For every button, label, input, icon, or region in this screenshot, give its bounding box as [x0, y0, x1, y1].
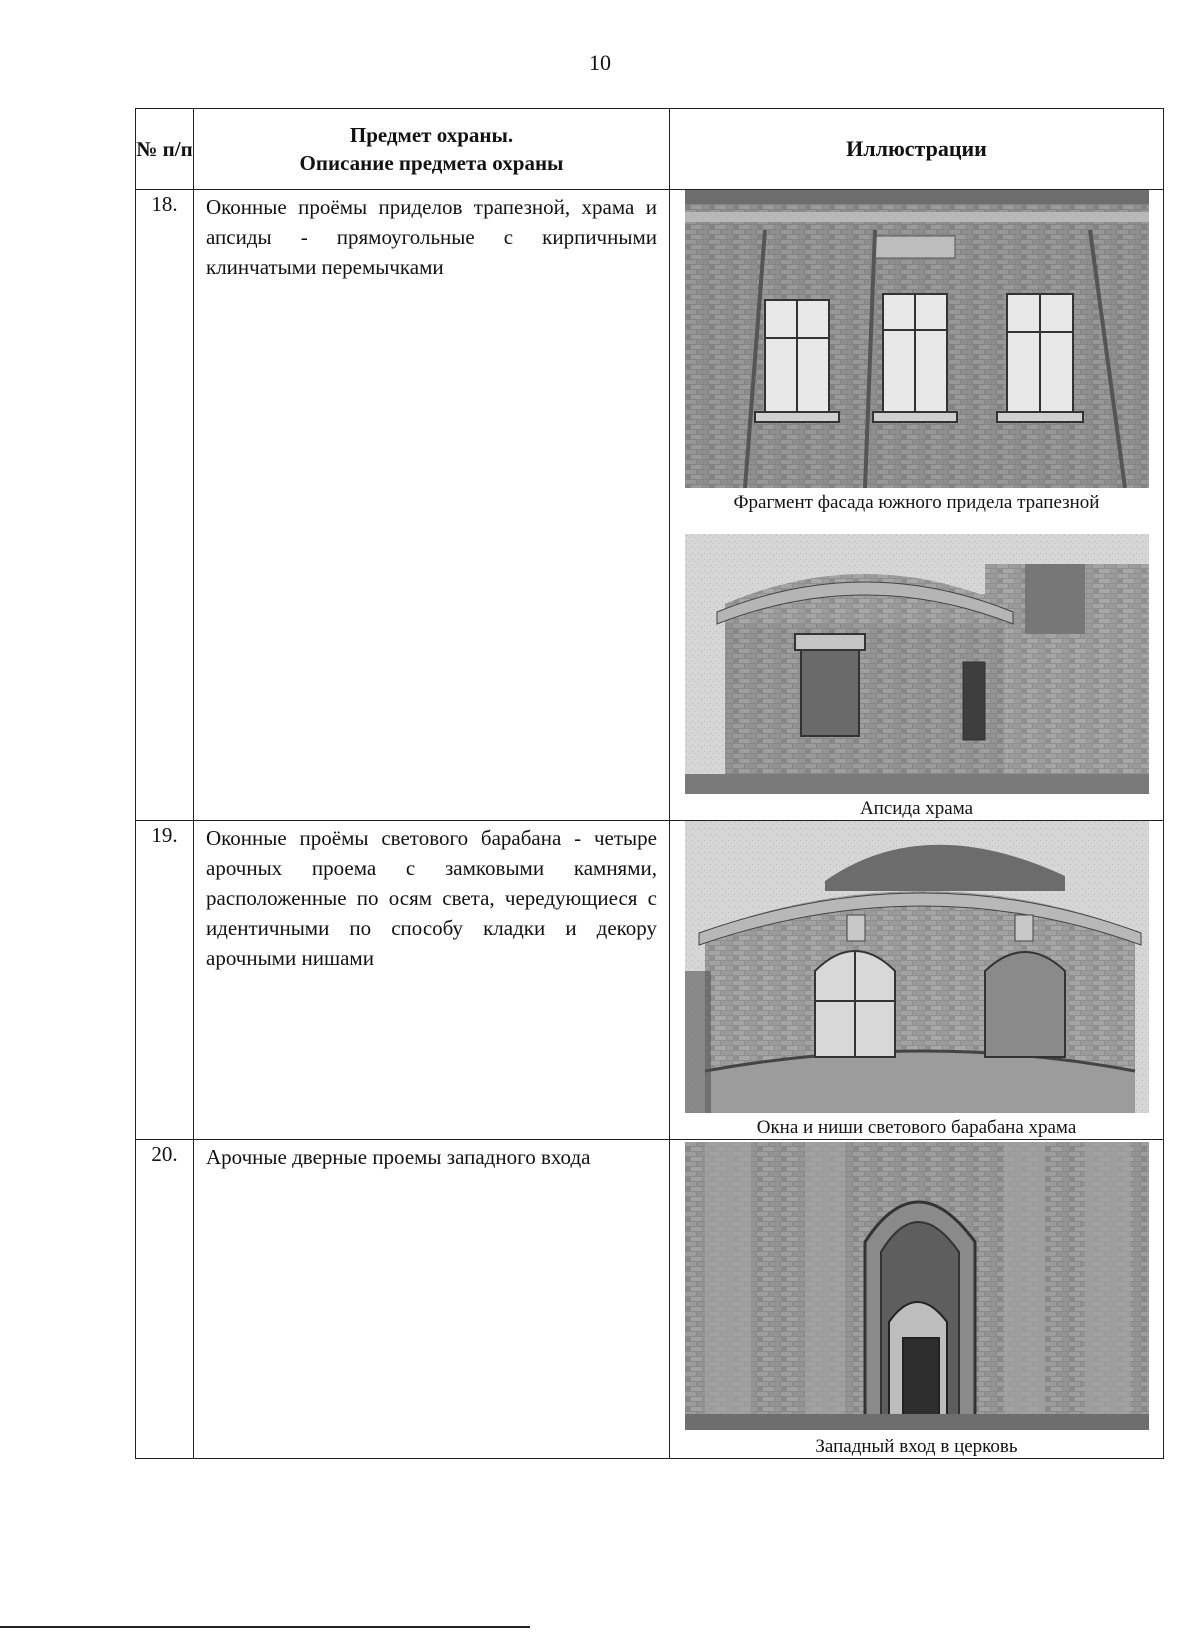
header-number: № п/п: [136, 109, 194, 190]
row-number: 20.: [136, 1140, 194, 1459]
apse-window-center: [795, 634, 865, 736]
table-row: [136, 821, 1164, 1140]
caption-west-entrance: Западный вход в церковь: [815, 1436, 1018, 1457]
photo-light-drum: [685, 821, 1149, 1113]
header-description: [194, 109, 670, 190]
table-row: [136, 190, 1164, 821]
header-description-subtitle: Описание предмета охраны: [299, 151, 564, 175]
row-illustrations: [670, 1140, 1164, 1459]
photo-apse: [685, 534, 1149, 794]
row-description: Оконные проёмы светового барабана - четыре арочных проема с замковыми камнями, расположенные по осям света, чередующиеся с идентичными по способу кладки и декору арочными нишами: [194, 821, 670, 1140]
photo-west-entrance: [685, 1142, 1149, 1430]
row-number: 19.: [136, 821, 194, 1140]
protection-table: [135, 108, 1164, 1459]
caption-south-aisle: Фрагмент фасада южного придела трапезной: [733, 492, 1100, 513]
row-illustrations: [670, 190, 1164, 821]
page-number: 10: [589, 50, 611, 75]
drum-window-arched: [815, 951, 895, 1057]
header-illustrations: Иллюстрации: [670, 109, 1164, 190]
table-row: [136, 1140, 1164, 1459]
table-header-row: [136, 109, 1164, 190]
row-illustrations: [670, 821, 1164, 1140]
photo-south-aisle-facade: [685, 190, 1149, 488]
caption-light-drum: Окна и ниши светового барабана храма: [756, 1117, 1077, 1138]
bottom-rule: [0, 1626, 530, 1628]
row-description: Арочные дверные проемы западного входа: [194, 1140, 670, 1459]
header-description-title: Предмет охраны.: [349, 123, 514, 147]
west-door: [889, 1302, 947, 1430]
window-center: [873, 294, 957, 422]
row-number: 18.: [136, 190, 194, 821]
row-description: Оконные проёмы приделов трапезной, храма и апсиды - прямоугольные с кирпичными клинчатыми перемычками: [194, 190, 670, 821]
drum-niche-arched: [985, 952, 1065, 1057]
window-right: [997, 294, 1083, 422]
caption-apse: Апсида храма: [859, 798, 974, 819]
window-left: [755, 300, 839, 422]
